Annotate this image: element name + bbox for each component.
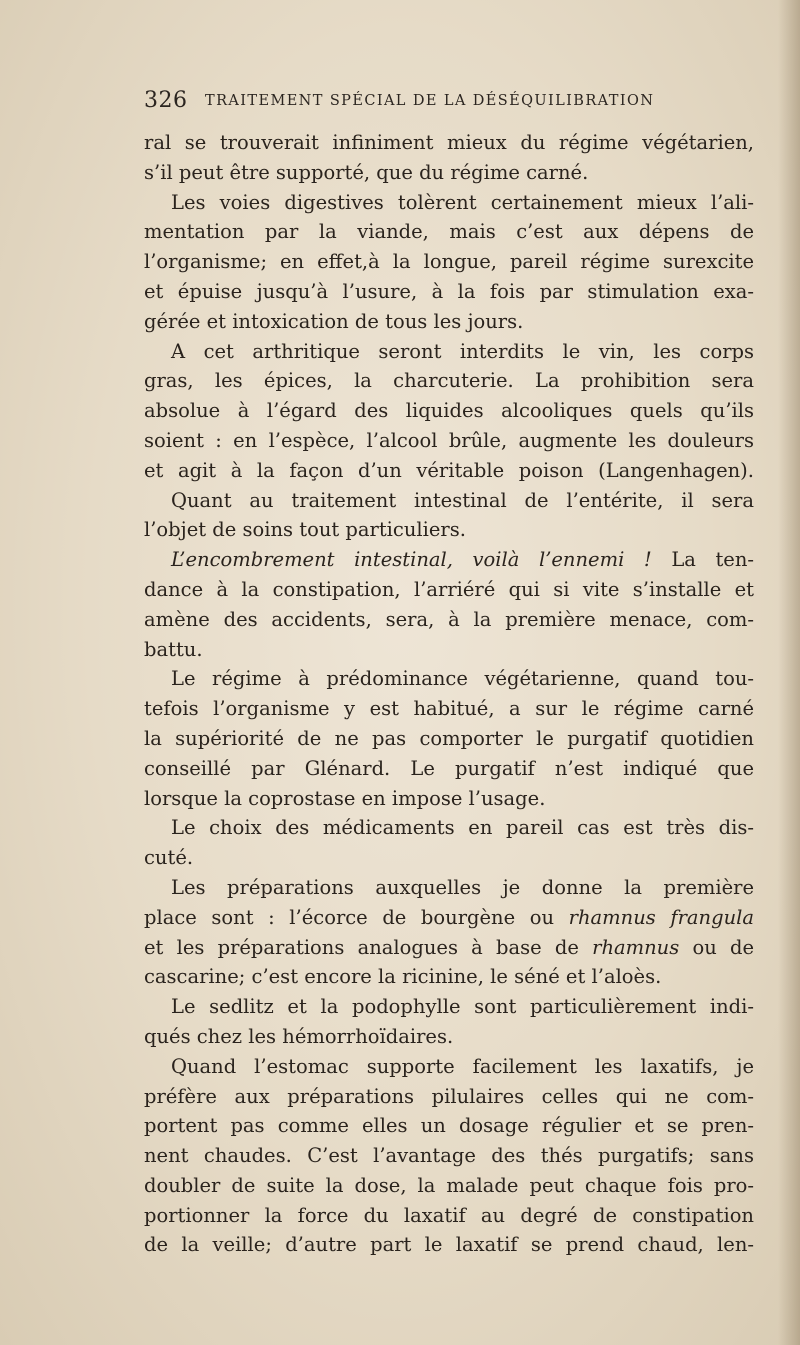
text-line: et les préparations analogues à base de rhamnus ou de	[144, 935, 754, 959]
paragraph-start-line: Les préparations auxquelles je donne la première	[171, 875, 754, 899]
page-number: 326	[144, 88, 188, 113]
text-line: nent chaudes. C’est l’avantage des thés purgatifs; sans	[144, 1144, 754, 1168]
paragraph-start-line: Quand l’estomac supporte facilement les laxatifs, je	[171, 1054, 754, 1078]
text-line: l’organisme; en effet,à la longue, pareil régime surexcite	[144, 250, 754, 274]
text-line: s’il peut être supporté, que du régime carné.	[144, 160, 589, 184]
text-line: cuté.	[144, 846, 194, 870]
text-line: conseillé par Glénard. Le purgatif n’est indiqué que	[144, 756, 754, 780]
text-line: cascarine; c’est encore la ricinine, le séné et l’aloès.	[144, 965, 662, 989]
text-line: gérée et intoxication de tous les jours.	[144, 309, 524, 333]
text-line: gras, les épices, la charcuterie. La prohibition sera	[144, 369, 754, 393]
paragraph-start-line: A cet arthritique seront interdits le vin, les corps	[171, 339, 754, 363]
paragraph-start-line: Le régime à prédominance végétarienne, quand tou-	[171, 667, 754, 691]
italic-phrase: rhamnus frangula	[568, 905, 754, 929]
text-line: absolue à l’égard des liquides alcooliques quels qu’ils	[144, 399, 754, 423]
text-line: dance à la constipation, l’arriéré qui si vite s’installe et	[144, 577, 754, 601]
text-line: ral se trouverait infiniment mieux du régime végétarien,	[144, 131, 754, 154]
text-line: préfère aux préparations pilulaires celles qui ne com-	[144, 1084, 754, 1108]
text-line: doubler de suite la dose, la malade peut chaque fois pro-	[144, 1173, 754, 1197]
text-line: amène des accidents, sera, à la première menace, com-	[144, 607, 754, 631]
text-line: qués chez les hémorrhoïdaires.	[144, 1024, 454, 1048]
text-line: battu.	[144, 637, 203, 661]
paragraph-start-line: Le choix des médicaments en pareil cas est très dis-	[171, 816, 754, 840]
running-head: TRAITEMENT SPÉCIAL DE LA DÉSÉQUILIBRATION	[205, 93, 655, 109]
text-line: et épuise jusqu’à l’usure, à la fois par stimulation exa-	[144, 279, 754, 303]
text-line: lorsque la coprostase en impose l’usage.	[144, 786, 546, 810]
paragraph-start-line: Le sedlitz et la podophylle sont particulièrement indi-	[171, 995, 754, 1019]
text-line: mentation par la viande, mais c’est aux dépens de	[144, 220, 754, 244]
body-text	[144, 128, 754, 1260]
text-line: place sont : l’écorce de bourgène ou rhamnus frangula	[144, 905, 754, 929]
italic-phrase: L’encombrement intestinal, voilà l’ennemi !	[171, 548, 652, 572]
text-line: et agit à la façon d’un véritable poison (Langenhagen).	[144, 458, 754, 482]
paragraph-start-line: Quant au traitement intestinal de l’entérite, il sera	[171, 488, 754, 512]
text-line: de la veille; d’autre part le laxatif se prend chaud, len-	[144, 1233, 754, 1257]
paragraph-start-line: Les voies digestives tolèrent certainement mieux l’ali-	[171, 190, 754, 214]
text-line: l’objet de soins tout particuliers.	[144, 518, 466, 542]
text-line: portent pas comme elles un dosage régulier et se pren-	[144, 1114, 754, 1138]
page-header	[144, 88, 764, 118]
text-line: tefois l’organisme y est habitué, a sur le régime carné	[144, 697, 754, 721]
italic-phrase: rhamnus	[592, 935, 680, 959]
text-line: la supériorité de ne pas comporter le purgatif quotidien	[144, 726, 754, 750]
text-line: portionner la force du laxatif au degré de constipation	[144, 1203, 754, 1227]
page-edge-shadow	[778, 0, 800, 1345]
text-line: soient : en l’espèce, l’alcool brûle, augmente les douleurs	[144, 428, 754, 452]
paragraph-start-line: L’encombrement intestinal, voilà l’ennemi ! La ten-	[171, 548, 754, 572]
